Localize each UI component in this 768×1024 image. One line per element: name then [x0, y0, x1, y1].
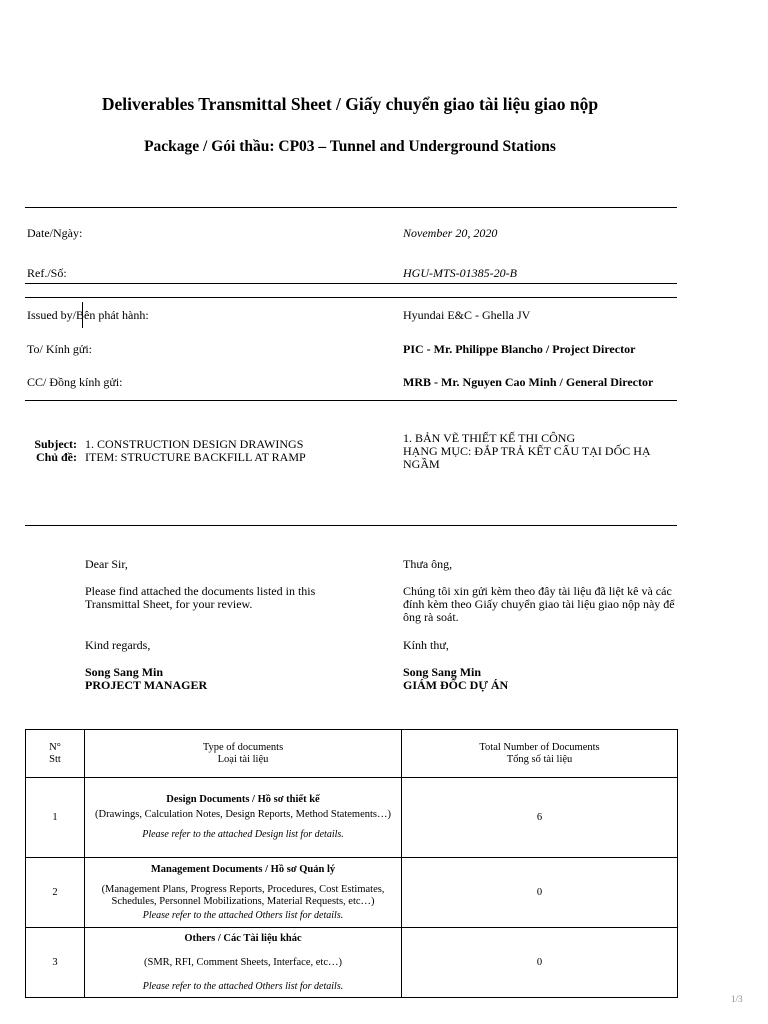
- row-total: 6: [402, 778, 678, 858]
- row-category: Management Documents / Hồ sơ Quản lý: [150, 863, 336, 875]
- cc-value: MRB - Mr. Nguyen Cao Minh / General Director: [403, 375, 654, 389]
- regards-en: Kind regards,: [85, 638, 151, 652]
- subject-label: [27, 438, 77, 464]
- issued-label: Issued by/Bên phát hành:: [27, 308, 149, 322]
- row-category: Design Documents / Hồ sơ thiết kế: [166, 794, 320, 805]
- signer-name-vi: Song Sang Min: [403, 665, 482, 679]
- document-title: Deliverables Transmittal Sheet / Giấy chuyển giao tài liệu giao nộp: [101, 94, 599, 114]
- greeting-en: Dear Sir,: [85, 557, 128, 571]
- row-type: [85, 928, 402, 998]
- header-type-vi: Loại tài liệu: [217, 753, 269, 765]
- row-details: (Management Plans, Progress Reports, Procedures, Cost Estimates, Schedules, Personnel Mobilizations, Material Requests, etc…): [101, 883, 385, 907]
- row-category: Others / Các Tài liệu khác: [184, 932, 302, 944]
- row-details: (SMR, RFI, Comment Sheets, Interface, etc…): [143, 956, 342, 968]
- ref-label: Ref./Số:: [27, 266, 67, 280]
- divider-top: [25, 207, 677, 208]
- signer-role-en: PROJECT MANAGER: [85, 678, 208, 692]
- divider-issued: [25, 297, 677, 298]
- row-no: 2: [26, 858, 85, 928]
- header-total-en: Total Number of Documents: [479, 741, 600, 753]
- header-no-en: N°: [49, 741, 61, 753]
- header-no: [26, 730, 85, 778]
- header-type: [85, 730, 402, 778]
- header-total: [402, 730, 678, 778]
- greeting-vi: Thưa ông,: [403, 557, 453, 571]
- regards-vi: Kính thư,: [403, 638, 449, 652]
- row-type: [85, 858, 402, 928]
- table-row: [26, 778, 678, 858]
- row-no: 1: [26, 778, 85, 858]
- signer-role-vi: GIÁM ĐỐC DỰ ÁN: [403, 678, 509, 692]
- row-note: Please refer to the attached Design list for details.: [142, 829, 344, 840]
- subject-line2-vi: HẠNG MỤC: ĐẮP TRẢ KẾT CẤU TẠI DỐC HẠ NGẦM: [403, 444, 651, 471]
- subject-en: [85, 438, 306, 464]
- body-en: Please find attached the documents listed in this Transmittal Sheet, for your review.: [85, 584, 316, 611]
- subject-vi: [403, 432, 678, 471]
- to-label: To/ Kính gửi:: [27, 342, 92, 356]
- subject-label-en: Subject:: [34, 437, 77, 451]
- row-note: Please refer to the attached Others list for details.: [142, 980, 344, 992]
- documents-table: [25, 729, 678, 998]
- divider-subject: [25, 400, 677, 401]
- row-type: [85, 778, 402, 858]
- header-no-vi: Stt: [49, 753, 61, 765]
- table-header-row: [26, 730, 678, 778]
- date-value: November 20, 2020: [403, 226, 498, 240]
- to-value: PIC - Mr. Philippe Blancho / Project Director: [403, 342, 636, 356]
- row-no: 3: [26, 928, 85, 998]
- header-type-en: Type of documents: [202, 741, 284, 753]
- page-number: 1/3: [731, 994, 743, 1004]
- date-label: Date/Ngày:: [27, 226, 83, 240]
- issued-value: Hyundai E&C - Ghella JV: [403, 308, 531, 322]
- cc-label: CC/ Đồng kính gửi:: [27, 375, 123, 389]
- subject-label-vi: Chủ đề:: [35, 450, 77, 464]
- header-total-vi: Tổng số tài liệu: [506, 753, 573, 765]
- signer-name-en: Song Sang Min: [85, 665, 164, 679]
- row-total: 0: [402, 928, 678, 998]
- ref-value: HGU-MTS-01385-20-B: [403, 266, 517, 280]
- divider-letter: [25, 525, 677, 526]
- subject-line1-vi: 1. BẢN VẼ THIẾT KẾ THI CÔNG: [403, 431, 576, 445]
- subject-line1-en: 1. CONSTRUCTION DESIGN DRAWINGS: [85, 437, 304, 451]
- row-note: Please refer to the attached Others list for details.: [142, 909, 344, 921]
- package-title: Package / Gói thầu: CP03 – Tunnel and Underground Stations: [144, 138, 556, 155]
- row-details: (Drawings, Calculation Notes, Design Reports, Method Statements…): [95, 809, 391, 820]
- row-total: 0: [402, 858, 678, 928]
- divider-ref: [25, 283, 677, 284]
- table-row: [26, 928, 678, 998]
- table-row: [26, 858, 678, 928]
- subject-line2-en: ITEM: STRUCTURE BACKFILL AT RAMP: [85, 450, 306, 464]
- body-vi: Chúng tôi xin gửi kèm theo đây tài liệu đã liệt kê và các đính kèm theo Giấy chuyển giao tài liệu giao nộp này để ông rà soát.: [403, 584, 675, 624]
